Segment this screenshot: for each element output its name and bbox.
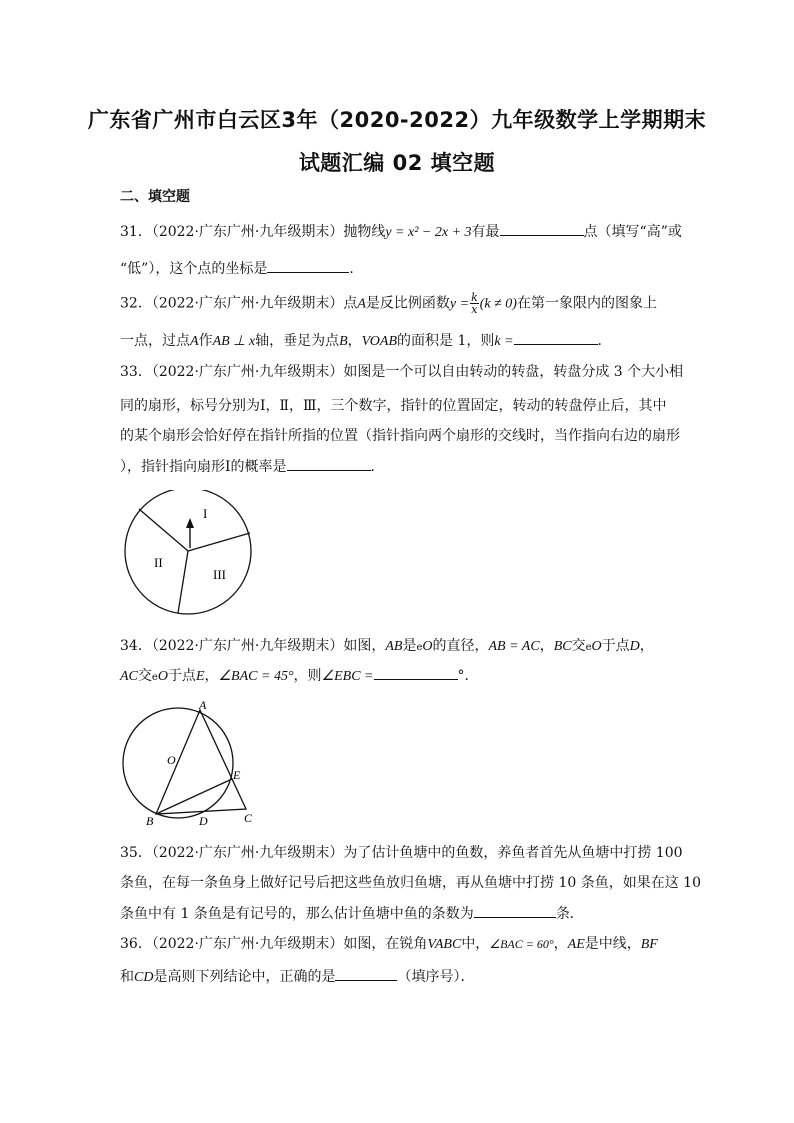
- sector-label-2: II: [154, 555, 163, 570]
- section-heading: 二、填空题: [120, 189, 190, 205]
- question-33-line-1: 33．（2022·广东广州·九年级期末）如图是一个可以自由转动的转盘，转盘分成 3 个大小相: [120, 364, 684, 380]
- point-label-b: B: [146, 814, 154, 828]
- question-36-line-1: 36．（2022·广东广州·九年级期末）如图，在锐角VABC中，∠BAC = 60°，AE是中线，BF: [120, 936, 658, 952]
- question-34-line-1: 34．（2022·广东广州·九年级期末）如图，AB是eO的直径，AB = AC，BC交eO于点D，: [120, 638, 654, 654]
- question-35-line-3: 条鱼中有 1 条鱼是有记号的，那么估计鱼塘中鱼的条数为 条．: [120, 903, 680, 924]
- question-32-line-1: 32．（2022·广东广州·九年级期末）点A是反比例函数y = $\frac{k}{x}$ (k ≠ 0)在第一象限内的图象上: [120, 291, 657, 316]
- sector-label-1: I: [203, 506, 208, 521]
- spinner-pointer-arrowhead: [186, 518, 194, 528]
- question-36-line-2: 和CD是高则下列结论中，正确的是 （填序号）．: [120, 966, 680, 988]
- fraction-k-over-x: $\frac{k}{x}$: [471, 291, 478, 316]
- question-35-line-1: 35．（2022·广东广州·九年级期末）为了估计鱼塘中的鱼数，养鱼者首先从鱼塘中打捞 100: [120, 845, 683, 861]
- sector-label-3: III: [213, 567, 226, 582]
- question-32-line-2: 一点，过点A作AB ⊥ x轴，垂足为点B，VOAB的面积是 1，则k = ．: [120, 330, 680, 352]
- question-33-line-4: ），指针指向扇形Ⅰ的概率是 ．: [120, 456, 680, 477]
- question-34-line-2: AC交eO于点E，∠BAC = 45°，则∠EBC = °．: [120, 665, 680, 688]
- answer-blank-36: [335, 966, 397, 981]
- document-title-line-2: 试题汇编 02 填空题: [298, 151, 496, 175]
- question-33-line-3: 的某个扇形会恰好停在指针所指的位置（指针指向两个扇形的交线时，当作指向右边的扇形: [120, 428, 680, 444]
- circle-triangle-figure: [118, 698, 263, 828]
- answer-blank-32: [514, 330, 598, 345]
- segment-be: [156, 779, 232, 814]
- question-31-line-2: “低”），这个点的坐标是 ．: [120, 258, 680, 279]
- point-label-e: E: [233, 768, 241, 782]
- spinner-divider-2: [188, 533, 250, 551]
- point-label-a: A: [199, 698, 207, 712]
- answer-blank-34: [374, 665, 458, 680]
- parabola-expression: y = x² − 2x + 3: [385, 225, 472, 240]
- document-title-line-1: 广东省广州市白云区3年（2020-2022）九年级数学上学期期末: [87, 108, 707, 132]
- question-33-line-2: 同的扇形，标号分别为Ⅰ，Ⅱ，Ⅲ，三个数字，指针的位置固定，转动的转盘停止后，其中: [120, 398, 667, 414]
- point-label-d: D: [199, 814, 208, 828]
- spinner-figure: [120, 490, 270, 630]
- answer-blank-31a: [500, 221, 584, 236]
- point-label-o: O: [167, 753, 176, 767]
- answer-blank-35: [474, 903, 556, 918]
- answer-blank-33: [287, 456, 371, 471]
- point-label-c: C: [244, 811, 253, 825]
- question-35-line-2: 条鱼，在每一条鱼身上做好记号后把这些鱼放归鱼塘，再从鱼塘中打捞 10 条鱼，如果在这 10: [120, 875, 701, 891]
- spinner-divider-3: [178, 551, 188, 613]
- question-31-line-1: 31．（2022·广东广州·九年级期末）抛物线y = x² − 2x + 3有最 点（填写“高”或: [120, 221, 680, 243]
- spinner-divider-1: [139, 509, 188, 551]
- answer-blank-31b: [267, 258, 349, 273]
